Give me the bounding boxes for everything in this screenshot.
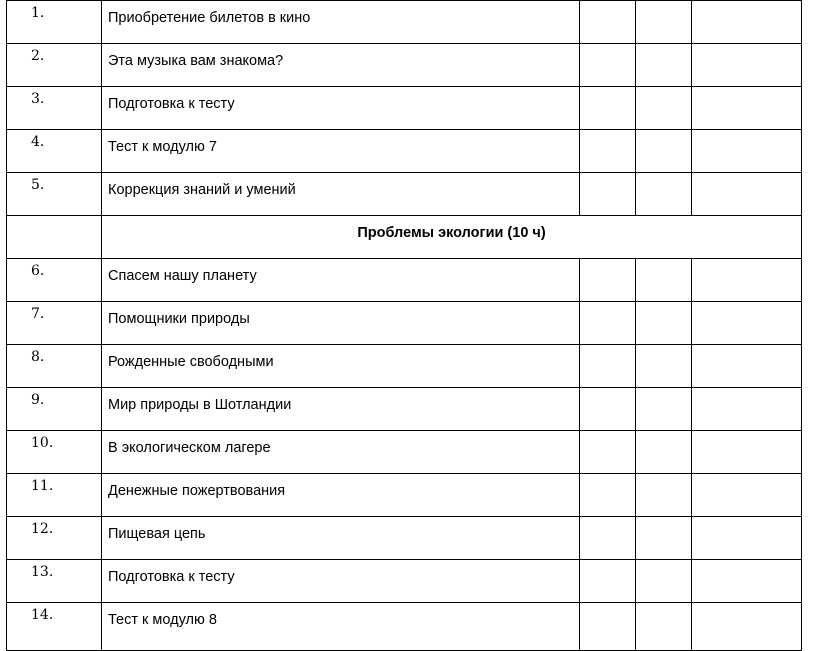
row-number: 6. (7, 259, 102, 302)
section-row (7, 216, 802, 259)
empty-cell (636, 431, 692, 474)
table-row (7, 560, 802, 603)
empty-cell (636, 130, 692, 173)
table-row (7, 302, 802, 345)
empty-cell (7, 216, 102, 259)
empty-cell (580, 517, 636, 560)
row-number: 2. (7, 44, 102, 87)
empty-cell (580, 345, 636, 388)
empty-cell (692, 259, 802, 302)
empty-cell (692, 1, 802, 44)
empty-cell (636, 44, 692, 87)
empty-cell (580, 87, 636, 130)
empty-cell (580, 1, 636, 44)
section-title: Проблемы экологии (10 ч) (102, 216, 802, 259)
empty-cell (636, 345, 692, 388)
table-row (7, 517, 802, 560)
row-number: 12. (7, 517, 102, 560)
empty-cell (580, 388, 636, 431)
empty-cell (580, 474, 636, 517)
table-row (7, 130, 802, 173)
row-number: 4. (7, 130, 102, 173)
row-number: 14. (7, 603, 102, 651)
empty-cell (636, 302, 692, 345)
lesson-title: Спасем нашу планету (102, 259, 580, 302)
row-number: 13. (7, 560, 102, 603)
row-number: 5. (7, 173, 102, 216)
table-row (7, 474, 802, 517)
empty-cell (692, 560, 802, 603)
table-row (7, 431, 802, 474)
lesson-title: Тест к модулю 8 (102, 603, 580, 651)
lesson-title: Мир природы в Шотландии (102, 388, 580, 431)
empty-cell (580, 431, 636, 474)
table-row (7, 345, 802, 388)
empty-cell (636, 87, 692, 130)
lesson-title: Подготовка к тесту (102, 87, 580, 130)
table-row (7, 388, 802, 431)
empty-cell (692, 431, 802, 474)
empty-cell (580, 603, 636, 651)
lesson-title: В экологическом лагере (102, 431, 580, 474)
empty-cell (580, 44, 636, 87)
empty-cell (692, 87, 802, 130)
empty-cell (636, 560, 692, 603)
empty-cell (636, 517, 692, 560)
empty-cell (692, 345, 802, 388)
empty-cell (636, 388, 692, 431)
lesson-title: Подготовка к тесту (102, 560, 580, 603)
lesson-title: Тест к модулю 7 (102, 130, 580, 173)
empty-cell (580, 259, 636, 302)
table-row (7, 1, 802, 44)
lesson-title: Денежные пожертвования (102, 474, 580, 517)
lesson-title: Пищевая цепь (102, 517, 580, 560)
empty-cell (692, 517, 802, 560)
row-number: 10. (7, 431, 102, 474)
row-number: 1. (7, 1, 102, 44)
empty-cell (692, 173, 802, 216)
table-row (7, 603, 802, 651)
empty-cell (692, 474, 802, 517)
empty-cell (636, 259, 692, 302)
empty-cell (580, 302, 636, 345)
empty-cell (636, 1, 692, 44)
table-row (7, 87, 802, 130)
empty-cell (692, 44, 802, 87)
lesson-plan-table (6, 0, 802, 651)
row-number: 8. (7, 345, 102, 388)
empty-cell (580, 560, 636, 603)
empty-cell (580, 173, 636, 216)
lesson-title: Рожденные свободными (102, 345, 580, 388)
lesson-title: Коррекция знаний и умений (102, 173, 580, 216)
table-row (7, 173, 802, 216)
empty-cell (636, 173, 692, 216)
row-number: 9. (7, 388, 102, 431)
empty-cell (692, 388, 802, 431)
row-number: 7. (7, 302, 102, 345)
empty-cell (692, 603, 802, 651)
row-number: 11. (7, 474, 102, 517)
table-row (7, 44, 802, 87)
empty-cell (636, 474, 692, 517)
row-number: 3. (7, 87, 102, 130)
lesson-title: Эта музыка вам знакома? (102, 44, 580, 87)
empty-cell (692, 302, 802, 345)
empty-cell (580, 130, 636, 173)
lesson-title: Приобретение билетов в кино (102, 1, 580, 44)
empty-cell (636, 603, 692, 651)
empty-cell (692, 130, 802, 173)
table-row (7, 259, 802, 302)
lesson-title: Помощники природы (102, 302, 580, 345)
